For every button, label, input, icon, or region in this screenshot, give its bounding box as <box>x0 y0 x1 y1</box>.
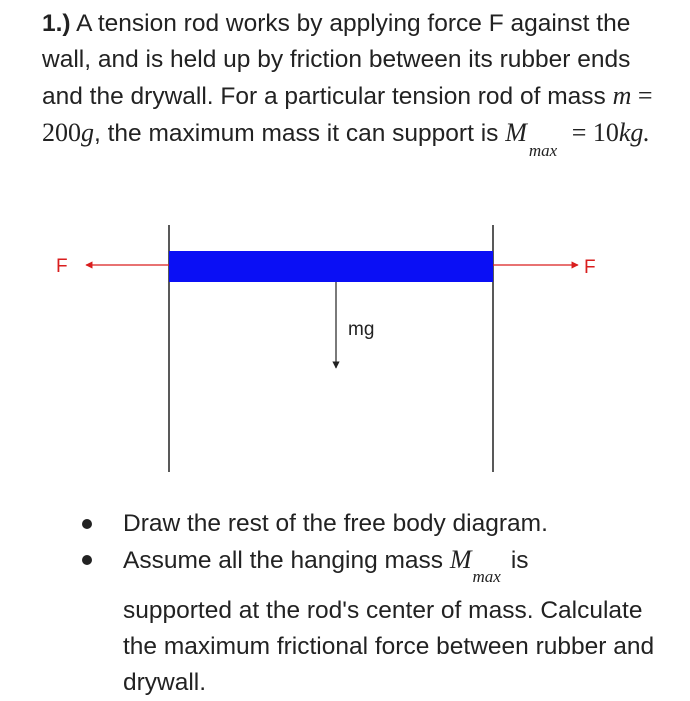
rod-mass-equals: = 200 <box>42 81 653 147</box>
max-mass-unit: kg <box>618 118 644 147</box>
bullet-icon <box>82 519 92 529</box>
hanging-mass-subscript: max <box>472 567 501 586</box>
free-body-diagram <box>0 215 690 480</box>
right-force-label: F <box>584 257 596 278</box>
bullet-icon <box>82 555 92 565</box>
rod-mass-unit: g <box>81 118 94 147</box>
instruction-assume-start: Assume all the hanging mass <box>123 547 450 574</box>
list-item <box>80 506 660 542</box>
instruction-assume-is: is <box>510 547 529 574</box>
left-force-label: F <box>56 256 68 277</box>
problem-statement <box>42 6 672 160</box>
instruction-list <box>80 506 660 701</box>
max-mass-symbol: M <box>505 118 527 147</box>
problem-number: 1.) <box>42 10 71 37</box>
hanging-mass-symbol: M <box>449 545 472 574</box>
instruction-assume-rest: supported at the rod's center of mass. Calculate the maximum frictional force between rubber and drywall. <box>123 597 655 696</box>
tension-rod <box>169 251 493 282</box>
max-mass-subscript: max <box>528 141 558 160</box>
problem-text-middle: , the maximum mass it can support is <box>94 120 506 147</box>
rod-mass-symbol: m <box>612 81 632 110</box>
problem-text-intro: A tension rod works by applying force F against the wall, and is held up by friction between its rubber ends and the drywall. For a particular tension rod of mass <box>42 10 631 110</box>
list-item <box>80 542 660 701</box>
max-mass-equals: = 10 <box>565 118 619 147</box>
weight-label: mg <box>348 319 375 340</box>
max-mass-period: . <box>643 118 650 147</box>
instruction-draw: Draw the rest of the free body diagram. <box>123 510 548 537</box>
